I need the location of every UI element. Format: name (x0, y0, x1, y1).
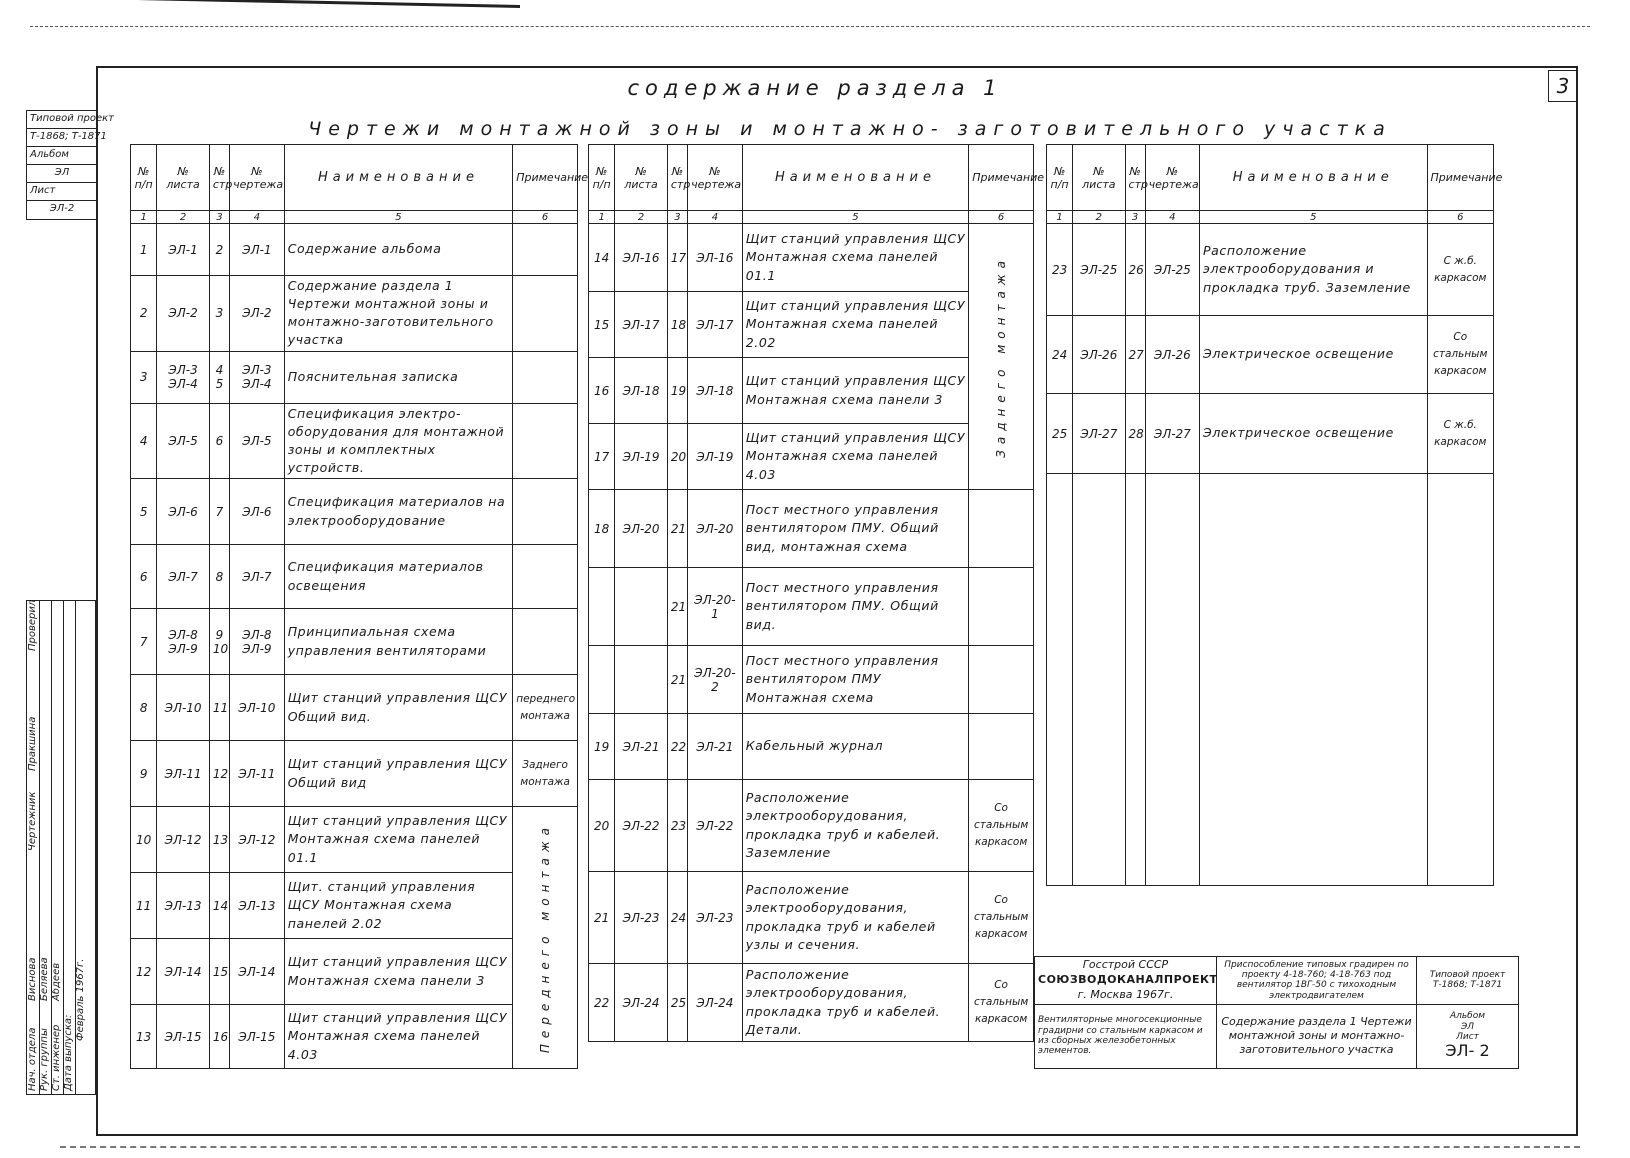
row-name: Щит станций управления ЩСУ Монтажная схема панелей 01.1 (284, 807, 513, 873)
row-number: 7 (131, 609, 157, 675)
row-drawing: ЭЛ-2 (230, 276, 285, 352)
row-page: 28 (1125, 394, 1145, 474)
empty-cell (1047, 474, 1073, 886)
org-line-2: СОЮЗВОДОКАНАЛПРОЕКТ (1038, 972, 1218, 986)
row-note: переднего монтажа (513, 675, 578, 741)
row-number: 18 (589, 490, 615, 568)
table-row (131, 276, 578, 352)
row-number: 15 (589, 292, 615, 358)
row-page: 8 (209, 545, 229, 609)
row-name: Щит станций управления ЩСУ Монтажная схема панелей 2.02 (742, 292, 969, 358)
row-page: 9 10 (209, 609, 229, 675)
row-name: Щит станций управления ЩСУ Общий вид (284, 741, 513, 807)
row-drawing: ЭЛ-27 (1145, 394, 1199, 474)
row-drawing: ЭЛ-18 (688, 358, 743, 424)
row-note (513, 403, 578, 479)
row-number: 1 (131, 224, 157, 276)
row-name: Расположение электрооборудования, прокладка труб и кабелей узлы и сечения. (742, 872, 969, 964)
row-note (513, 609, 578, 675)
row-drawing: ЭЛ-19 (688, 424, 743, 490)
row-note: Со стальным каркасом (1427, 316, 1493, 394)
row-drawing: ЭЛ-6 (230, 479, 285, 545)
table-row-empty (1047, 474, 1494, 886)
row-page: 21 (667, 490, 687, 568)
row-sheet: ЭЛ-21 (615, 714, 668, 780)
org-line-1: Госстрой СССР (1082, 958, 1169, 971)
sign-role-0: Нач. отдела (27, 1027, 38, 1091)
row-drawing: ЭЛ-20 (688, 490, 743, 568)
row-drawing: ЭЛ-17 (688, 292, 743, 358)
table-row (131, 479, 578, 545)
row-number: 11 (131, 873, 157, 939)
row-sheet: ЭЛ-3 ЭЛ-4 (157, 351, 210, 403)
row-name: Щит станций управления ЩСУ Монтажная схема панелей 4.03 (742, 424, 969, 490)
row-drawing: ЭЛ-8 ЭЛ-9 (230, 609, 285, 675)
outer-border-top (30, 26, 1590, 27)
row-name: Щит станций управления ЩСУ Монтажная схема панели 3 (742, 358, 969, 424)
sign-name-2: Абдеев (51, 962, 62, 1001)
row-number: 6 (131, 545, 157, 609)
row-sheet: ЭЛ-18 (615, 358, 668, 424)
table-row (589, 292, 1034, 358)
col-number: 1 (589, 211, 615, 224)
stamp-album-value: ЭЛ (27, 165, 97, 183)
row-sheet: ЭЛ-16 (615, 224, 668, 292)
row-note (513, 479, 578, 545)
row-page: 11 (209, 675, 229, 741)
row-page: 19 (667, 358, 687, 424)
header-name: Наименование (284, 145, 513, 211)
sign-date: Февраль 1967г. (75, 958, 86, 1041)
header-list: № листа (1073, 145, 1125, 211)
row-page: 13 (209, 807, 229, 873)
stamp-sheet-label: Лист (27, 183, 97, 201)
merged-note-text: Заднего монтажа (993, 255, 1008, 458)
row-number: 22 (589, 964, 615, 1042)
row-number: 9 (131, 741, 157, 807)
title-block-album (1417, 1004, 1519, 1068)
table-row (131, 609, 578, 675)
row-sheet: ЭЛ-8 ЭЛ-9 (157, 609, 210, 675)
row-page: 15 (209, 939, 229, 1005)
col-number: 3 (209, 211, 229, 224)
sign-role-4: Проверил (27, 599, 38, 651)
outer-border-bottom (60, 1146, 1580, 1148)
row-sheet: ЭЛ-26 (1073, 316, 1125, 394)
row-page: 7 (209, 479, 229, 545)
sign-role-5: Пракшина (27, 716, 38, 771)
header-drawing: № чертежа (688, 145, 743, 211)
row-number (589, 646, 615, 714)
sheet-number: 3 (1548, 70, 1578, 102)
title-block-purpose: Приспособление типовых градирен по проекту 4-18-760; 4-18-763 под вентилятор 1ВГ-50 с тихоходным электродвигателем (1217, 957, 1417, 1005)
table-row (131, 873, 578, 939)
table-row (589, 358, 1034, 424)
row-drawing: ЭЛ-5 (230, 403, 285, 479)
row-note (969, 646, 1034, 714)
row-number: 5 (131, 479, 157, 545)
row-name: Содержание альбома (284, 224, 513, 276)
row-name: Электрическое освещение (1200, 316, 1428, 394)
table-row (131, 351, 578, 403)
header-np: № п/п (589, 145, 615, 211)
col-number: 5 (284, 211, 513, 224)
table-row (131, 224, 578, 276)
row-drawing: ЭЛ-25 (1145, 224, 1199, 316)
col-number: 2 (157, 211, 210, 224)
row-note (969, 714, 1034, 780)
table-row (131, 545, 578, 609)
row-name: Электрическое освещение (1200, 394, 1428, 474)
row-number: 4 (131, 403, 157, 479)
row-number (589, 568, 615, 646)
empty-cell (1125, 474, 1145, 886)
row-drawing: ЭЛ-11 (230, 741, 285, 807)
row-name: Кабельный журнал (742, 714, 969, 780)
row-sheet: ЭЛ-23 (615, 872, 668, 964)
sheet-value: ЭЛ- 2 (1445, 1041, 1490, 1061)
row-name: Расположение электрооборудования, прокладка труб и кабелей. Заземление (742, 780, 969, 872)
org-year: 1967г. (1136, 987, 1174, 1001)
row-note (513, 224, 578, 276)
row-number: 10 (131, 807, 157, 873)
title-block (1034, 956, 1519, 1069)
sign-role-6: Чертежник (27, 791, 38, 851)
row-page: 16 (209, 1005, 229, 1069)
row-name: Щит станций управления ЩСУ Монтажная схема панелей 4.03 (284, 1005, 513, 1069)
row-name: Принципиальная схема управления вентиляторами (284, 609, 513, 675)
row-name: Пояснительная записка (284, 351, 513, 403)
table-row (589, 714, 1034, 780)
row-sheet: ЭЛ-2 (157, 276, 210, 352)
row-sheet: ЭЛ-1 (157, 224, 210, 276)
row-sheet: ЭЛ-15 (157, 1005, 210, 1069)
row-name: Спецификация материалов на электрооборудование (284, 479, 513, 545)
row-name: Расположение электрооборудования и прокладка труб. Заземление (1200, 224, 1428, 316)
header-note: Примечание (513, 145, 578, 211)
header-name: Наименование (742, 145, 969, 211)
row-name: Пост местного управления вентилятором ПМУ Монтажная схема (742, 646, 969, 714)
row-page: 22 (667, 714, 687, 780)
row-name: Содержание раздела 1 Чертежи монтажной зоны и монтажно-заготовительного участка (284, 276, 513, 352)
row-name: Щит. станций управления ЩСУ Монтажная схема панелей 2.02 (284, 873, 513, 939)
title-block-project (1417, 957, 1519, 1005)
signature-strip (26, 600, 96, 1095)
header-drawing: № чертежа (230, 145, 285, 211)
table-row (1047, 316, 1494, 394)
row-drawing: ЭЛ-24 (688, 964, 743, 1042)
sign-name-0: Виснова (27, 957, 38, 1001)
row-drawing: ЭЛ-23 (688, 872, 743, 964)
header-list: № листа (157, 145, 210, 211)
row-drawing: ЭЛ-1 (230, 224, 285, 276)
table-row (1047, 394, 1494, 474)
row-page: 6 (209, 403, 229, 479)
row-sheet: ЭЛ-6 (157, 479, 210, 545)
row-name: Пост местного управления вентилятором ПМУ. Общий вид, монтажная схема (742, 490, 969, 568)
row-note (513, 276, 578, 352)
row-sheet (615, 646, 668, 714)
title-block-object: Вентиляторные многосекционные градирни со стальным каркасом и из сборных железобетонных элементов. (1035, 1004, 1217, 1068)
table-row (131, 675, 578, 741)
row-note (513, 545, 578, 609)
row-sheet: ЭЛ-12 (157, 807, 210, 873)
table-row (589, 646, 1034, 714)
album-label: Альбом (1449, 1011, 1486, 1022)
row-sheet (615, 568, 668, 646)
row-name: Расположение электрооборудования, прокладка труб и кабелей. Детали. (742, 964, 969, 1042)
table-row (589, 964, 1034, 1042)
row-number: 19 (589, 714, 615, 780)
empty-cell (1427, 474, 1493, 886)
row-sheet: ЭЛ-19 (615, 424, 668, 490)
row-note-merged (513, 807, 578, 1069)
row-drawing: ЭЛ-20-2 (688, 646, 743, 714)
row-sheet: ЭЛ-11 (157, 741, 210, 807)
row-drawing: ЭЛ-13 (230, 873, 285, 939)
empty-cell (1145, 474, 1199, 886)
sign-role-1: Рук. группы (39, 1028, 50, 1091)
row-page: 4 5 (209, 351, 229, 403)
col-number: 4 (688, 211, 743, 224)
stamp-project-label: Типовой проект (27, 111, 97, 129)
header-page: № стр (209, 145, 229, 211)
row-page: 23 (667, 780, 687, 872)
col-number: 1 (1047, 211, 1073, 224)
row-number: 13 (131, 1005, 157, 1069)
row-drawing: ЭЛ-15 (230, 1005, 285, 1069)
merged-note-text: Переднего монтажа (537, 821, 552, 1054)
row-number: 16 (589, 358, 615, 424)
col-number: 6 (513, 211, 578, 224)
row-drawing: ЭЛ-16 (688, 224, 743, 292)
table-row (131, 741, 578, 807)
row-page: 21 (667, 646, 687, 714)
row-note-merged (969, 224, 1034, 490)
row-note: С ж.б. каркасом (1427, 224, 1493, 316)
row-drawing: ЭЛ-14 (230, 939, 285, 1005)
row-number: 23 (1047, 224, 1073, 316)
row-sheet: ЭЛ-13 (157, 873, 210, 939)
col-number: 6 (969, 211, 1034, 224)
row-name: Спецификация электро-оборудования для монтажной зоны и комплектных устройств. (284, 403, 513, 479)
table-row (131, 939, 578, 1005)
row-note (969, 568, 1034, 646)
row-note: Заднего монтажа (513, 741, 578, 807)
row-name: Щит станций управления ЩСУ Монтажная схема панели 3 (284, 939, 513, 1005)
row-number: 8 (131, 675, 157, 741)
row-number: 17 (589, 424, 615, 490)
row-sheet: ЭЛ-22 (615, 780, 668, 872)
header-note: Примечание (969, 145, 1034, 211)
row-page: 18 (667, 292, 687, 358)
row-sheet: ЭЛ-14 (157, 939, 210, 1005)
col-number: 3 (667, 211, 687, 224)
row-page: 26 (1125, 224, 1145, 316)
title-block-sheet-title: Содержание раздела 1 Чертежи монтажной зоны и монтажно- заготовительного участка (1217, 1004, 1417, 1068)
album-value: ЭЛ (1460, 1021, 1475, 1032)
row-page: 24 (667, 872, 687, 964)
row-note: Со стальным каркасом (969, 964, 1034, 1042)
row-note: Со стальным каркасом (969, 780, 1034, 872)
table-row (589, 568, 1034, 646)
row-drawing: ЭЛ-26 (1145, 316, 1199, 394)
row-note (513, 351, 578, 403)
row-name: Спецификация материалов освещения (284, 545, 513, 609)
col-number: 1 (131, 211, 157, 224)
header-note: Примечание (1427, 145, 1493, 211)
row-note: С ж.б. каркасом (1427, 394, 1493, 474)
title-block-organization (1035, 957, 1217, 1005)
col-number: 6 (1427, 211, 1493, 224)
row-sheet: ЭЛ-20 (615, 490, 668, 568)
header-np: № п/п (131, 145, 157, 211)
row-name: Пост местного управления вентилятором ПМУ. Общий вид. (742, 568, 969, 646)
row-sheet: ЭЛ-7 (157, 545, 210, 609)
table-row (589, 872, 1034, 964)
header-page: № стр (1125, 145, 1145, 211)
row-drawing: ЭЛ-20-1 (688, 568, 743, 646)
row-sheet: ЭЛ-25 (1073, 224, 1125, 316)
col-number: 4 (230, 211, 285, 224)
row-number: 2 (131, 276, 157, 352)
row-drawing: ЭЛ-3 ЭЛ-4 (230, 351, 285, 403)
col-number: 5 (742, 211, 969, 224)
row-page: 12 (209, 741, 229, 807)
header-drawing: № чертежа (1145, 145, 1199, 211)
header-name: Наименование (1200, 145, 1428, 211)
table-row (131, 403, 578, 479)
org-line-3: г. Москва (1077, 987, 1133, 1001)
row-page: 27 (1125, 316, 1145, 394)
header-list: № листа (615, 145, 668, 211)
col-number: 2 (1073, 211, 1125, 224)
row-drawing: ЭЛ-21 (688, 714, 743, 780)
header-page: № стр (667, 145, 687, 211)
sign-role-2: Ст. инженер (51, 1024, 62, 1091)
page-title: содержание раздела 1 (627, 76, 1003, 100)
row-page: 3 (209, 276, 229, 352)
row-drawing: ЭЛ-12 (230, 807, 285, 873)
col-number: 5 (1200, 211, 1428, 224)
row-page: 20 (667, 424, 687, 490)
stamp-sheet-value: ЭЛ-2 (49, 203, 75, 214)
row-number: 21 (589, 872, 615, 964)
header-np: № п/п (1047, 145, 1073, 211)
row-number: 25 (1047, 394, 1073, 474)
contents-table-left (130, 144, 589, 1069)
row-sheet: ЭЛ-17 (615, 292, 668, 358)
contents-table-middle (588, 144, 1045, 1042)
table-row (589, 490, 1034, 568)
table-row (131, 1005, 578, 1069)
row-sheet: ЭЛ-5 (157, 403, 210, 479)
row-page: 21 (667, 568, 687, 646)
project-label: Типовой проект (1429, 969, 1506, 980)
page-subtitle: Чертежи монтажной зоны и монтажно- заготовительного участка (308, 118, 1392, 140)
sign-role-3: Дата выпуска: (63, 1014, 74, 1091)
row-sheet: ЭЛ-10 (157, 675, 210, 741)
stamp-project-value: Т-1868; Т-1871 (27, 129, 97, 147)
sheet-label: Лист (1456, 1032, 1479, 1042)
row-drawing: ЭЛ-7 (230, 545, 285, 609)
table-row (131, 807, 578, 873)
row-page: 17 (667, 224, 687, 292)
contents-table-right (1046, 144, 1503, 886)
sign-name-1: Беляева (39, 957, 50, 1001)
row-page: 25 (667, 964, 687, 1042)
row-number: 20 (589, 780, 615, 872)
row-number: 14 (589, 224, 615, 292)
row-page: 14 (209, 873, 229, 939)
row-name: Щит станций управления ЩСУ Монтажная схема панелей 01.1 (742, 224, 969, 292)
row-name: Щит станций управления ЩСУ Общий вид. (284, 675, 513, 741)
row-note: Со стальным каркасом (969, 872, 1034, 964)
scan-artifact (40, 0, 520, 22)
stamp-album-label: Альбом (27, 147, 97, 165)
col-number: 4 (1145, 211, 1199, 224)
row-number: 3 (131, 351, 157, 403)
stamp-box (26, 110, 114, 220)
row-page: 2 (209, 224, 229, 276)
table-row (589, 224, 1034, 292)
row-drawing: ЭЛ-10 (230, 675, 285, 741)
table-row (589, 780, 1034, 872)
empty-cell (1200, 474, 1428, 886)
col-number: 2 (615, 211, 668, 224)
row-sheet: ЭЛ-27 (1073, 394, 1125, 474)
row-drawing: ЭЛ-22 (688, 780, 743, 872)
col-number: 3 (1125, 211, 1145, 224)
row-note (969, 490, 1034, 568)
table-row (589, 424, 1034, 490)
row-number: 12 (131, 939, 157, 1005)
row-number: 24 (1047, 316, 1073, 394)
row-sheet: ЭЛ-24 (615, 964, 668, 1042)
empty-cell (1073, 474, 1125, 886)
project-value: Т-1868; Т-1871 (1432, 980, 1503, 991)
table-row (1047, 224, 1494, 316)
